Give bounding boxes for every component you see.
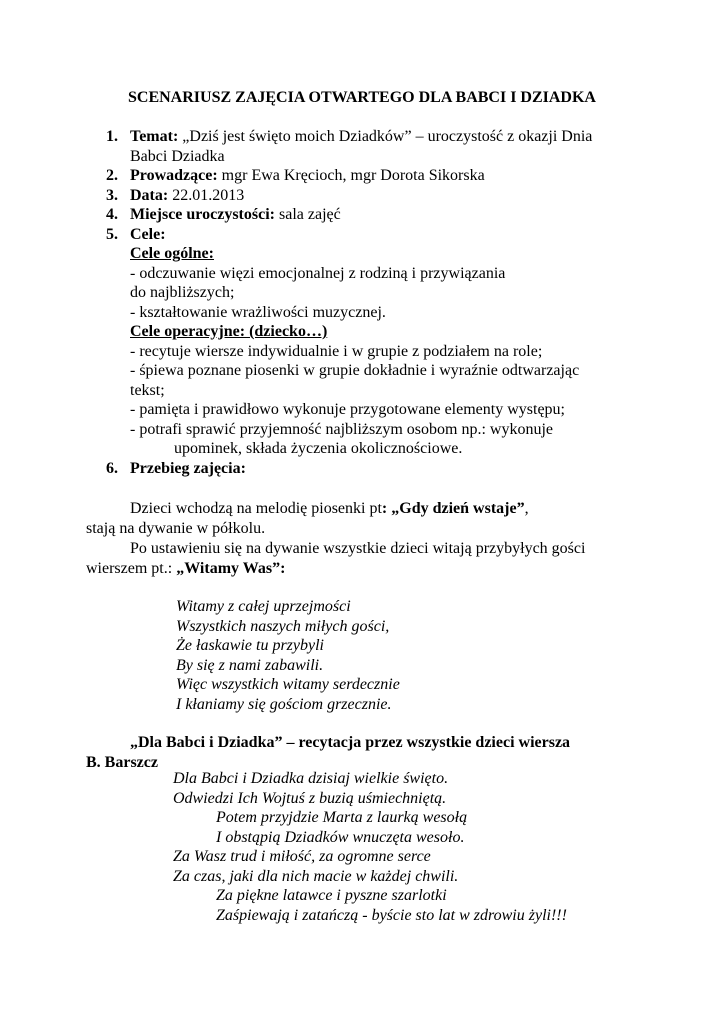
poem-line: Odwiedzi Ich Wojtuś z buzią uśmiechniętą. [173,789,447,807]
list-item-course [106,459,646,479]
poem-line: Potem przyjdzie Marta z laurką wesołą [216,809,468,826]
scenario-list [106,127,646,478]
item-value: „Dziś jest święto moich Dziadków” – uroczystość z okazji Dnia [178,128,593,145]
general-goals-heading: Cele ogólne: [130,245,214,262]
item-number: 1. [106,128,118,145]
item-number: 2. [106,167,118,184]
poem-line: Dla Babci i Dziadka dzisiaj wielkie święto. [173,770,449,787]
paragraph-greeting [86,539,626,578]
poem-line: Witamy z całej uprzejmości [176,598,351,615]
item-value: 22.01.2013 [168,186,245,204]
item-value: mgr Ewa Kręcioch, mgr Dorota Sikorska [217,167,485,184]
poem-title: „Witamy Was”: [176,559,286,577]
item-label: Data: [130,186,169,204]
goal-line: - śpiewa poznane piosenki w grupie dokładnie i wyraźnie odtwarzając [130,362,580,379]
item-number: 5. [106,225,118,243]
item-label: Prowadzące: [130,167,218,184]
item-number: 6. [106,459,118,477]
goal-line: - recytuje wiersze indywidualnie i w grupie z podziałem na role; [130,342,543,360]
list-item-place [106,205,646,225]
item-number: 4. [106,206,118,223]
poem-line: Za czas, jaki dla nich macie w każdej chwili. [173,867,459,885]
poem-line: I kłaniamy się gościom grzecznie. [176,695,392,713]
item-value-continuation: Babci Dziadka [130,147,225,165]
poem-line: Zaśpiewają i zatańczą - byście sto lat w zdrowiu żyli!!! [216,906,567,924]
item-label: Przebieg zajęcia: [130,459,246,477]
paragraph-text: stają na dywanie w półkolu. [86,519,266,537]
item-value: sala zajęć [274,206,341,223]
poem-line: Więc wszystkich witamy serdecznie [176,676,400,693]
paragraph-text: Po ustawieniu się na dywanie wszystkie dzieci witają przybyłych gości [130,540,586,557]
paragraph-text: , [524,500,529,517]
recitation-heading [86,733,626,772]
poem-line: Że łaskawie tu przybyli [176,637,324,654]
list-item-date [106,186,646,206]
document-title: SCENARIUSZ ZAJĘCIA OTWARTEGO DLA BABCI I DZIADKA [128,89,596,106]
goal-line: - potrafi sprawić przyjemność najbliższym osobom np.: wykonuje [130,420,554,438]
poem-line: I obstąpią Dziadków wnuczęta wesoło. [216,828,465,846]
goal-line: do najbliższych; [130,284,235,301]
item-label: Temat: [130,128,179,145]
item-label: Miejsce uroczystości: [130,206,275,223]
operational-goals-heading: Cele operacyjne: (dziecko…) [130,323,328,340]
item-label: Cele: [130,225,166,243]
paragraph-text: Dzieci wchodzą na melodię piosenki pt [130,500,382,517]
goal-line: upominek, składa życzenia okolicznościowe. [174,440,463,457]
goal-line: - pamięta i prawidłowo wykonuje przygotowane elementy występu; [130,401,565,418]
poem-line: Za piękne latawce i pyszne szarlotki [216,887,447,904]
poem-line: Wszystkich naszych miłych gości, [176,617,390,635]
recitation-author: B. Barszcz [86,753,158,771]
poem-line: Za Wasz trud i miłość, za ogromne serce [173,848,431,865]
grandparents-poem [173,769,567,925]
list-item-goals [106,225,646,459]
song-title: : „Gdy dzień wstaje” [381,500,525,517]
poem-line: By się z nami zabawili. [176,656,324,674]
item-number: 3. [106,186,118,204]
goal-line: - odczuwanie więzi emocjonalnej z rodziną i przywiązania [130,264,506,282]
goal-line: tekst; [130,381,165,399]
list-item-topic [106,127,646,166]
paragraph-text: wierszem pt.: [86,559,177,577]
paragraph-entrance [86,499,626,538]
list-item-hosts [106,166,646,186]
welcome-poem [176,597,400,714]
recitation-line: „Dla Babci i Dziadka” – recytacja przez wszystkie dzieci wiersza [130,734,571,751]
goal-line: - kształtowanie wrażliwości muzycznej. [130,303,386,321]
